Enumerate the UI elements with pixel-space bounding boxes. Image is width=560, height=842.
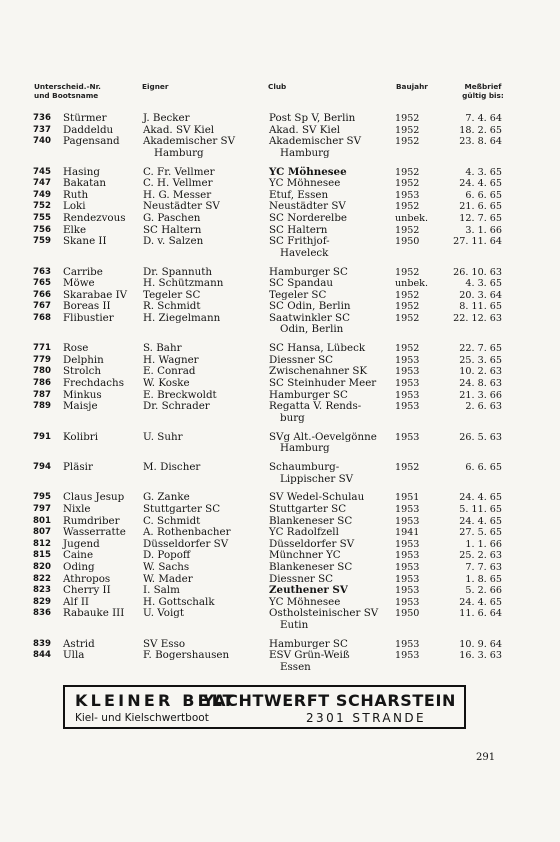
table-row [0, 378, 560, 390]
cell-boat-name: Stürmer [63, 112, 107, 124]
cell-number: 839 [33, 638, 51, 649]
cell-boat-name: Ruth [63, 188, 89, 201]
cell-number: 822 [33, 573, 51, 584]
table-row [0, 178, 560, 190]
boat-register-list [0, 113, 560, 673]
cell-club: SV Wedel-Schulau [269, 491, 365, 504]
cell-boat-name: Alf II [63, 595, 89, 608]
cell-club: SC Frithjof- [269, 235, 330, 248]
page-number: 291 [476, 752, 496, 763]
cell-number: 759 [33, 236, 51, 247]
cell-certificate-valid: 27. 11. 64 [453, 236, 502, 248]
cell-boat-name: Delphin [63, 353, 104, 366]
cell-owner: H. Ziegelmann [143, 311, 221, 324]
cell-certificate-valid: 2. 6. 63 [465, 401, 502, 413]
cell-number: 789 [33, 401, 51, 412]
cell-club: Blankeneser SC [269, 514, 353, 527]
cell-owner: J. Becker [143, 112, 190, 124]
cell-club-line2: Essen [280, 660, 311, 673]
cell-club: Münchner YC [269, 549, 341, 562]
cell-owner: A. Rothenbacher [143, 526, 231, 539]
cell-owner: G. Zanke [143, 491, 190, 504]
cell-year-built: 1953 [395, 503, 420, 515]
cell-owner: H. Wagner [143, 353, 199, 366]
cell-boat-name: Kolibri [63, 430, 99, 443]
cell-club-line2: Odin, Berlin [280, 323, 344, 336]
table-row [0, 608, 560, 631]
cell-club: Neustädter SV [269, 200, 346, 213]
table-row [0, 527, 560, 539]
cell-club: Akademischer SV [269, 135, 362, 148]
cell-club-line2: Lippischer SV [280, 472, 354, 485]
cell-owner: S. Bahr [143, 342, 182, 355]
header-baujahr: Baujahr [396, 82, 428, 91]
cell-club: Schaumburg- [269, 460, 340, 473]
cell-boat-name: Skane II [63, 235, 107, 248]
cell-certificate-valid: 18. 2. 65 [459, 124, 502, 136]
cell-certificate-valid: 22. 12. 63 [453, 312, 502, 324]
cell-club: Blankeneser SC [269, 560, 353, 573]
cell-certificate-valid: 10. 9. 64 [459, 638, 502, 650]
cell-boat-name: Hasing [63, 165, 100, 178]
cell-certificate-valid: 6. 6. 65 [465, 461, 502, 473]
cell-number: 736 [33, 113, 51, 123]
cell-year-built: 1953 [395, 431, 420, 443]
cell-number: 752 [33, 201, 51, 212]
cell-certificate-valid: 23. 8. 64 [459, 136, 502, 148]
table-row [0, 462, 560, 485]
cell-club: Zeuthener SV [269, 584, 348, 597]
header-messbrief-line2: gültig bis: [462, 91, 504, 100]
cell-boat-name: Cherry II [63, 584, 111, 597]
cell-club: SC Haltern [269, 223, 328, 236]
header-club: Club [268, 82, 287, 91]
table-row [0, 562, 560, 574]
table-row [0, 136, 560, 159]
cell-owner: Dr. Schrader [143, 400, 210, 413]
cell-certificate-valid: 5. 2. 66 [465, 585, 502, 597]
cell-club: Post Sp V, Berlin [269, 112, 356, 124]
cell-number: 755 [33, 212, 51, 223]
cell-number: 780 [33, 366, 51, 377]
cell-owner: H. G. Messer [143, 188, 212, 201]
cell-boat-name: Oding [63, 560, 95, 573]
cell-certificate-valid: 8. 11. 65 [459, 301, 502, 313]
cell-club: Hamburger SC [269, 637, 348, 650]
cell-certificate-valid: 24. 8. 63 [459, 378, 502, 390]
cell-year-built: 1952 [395, 312, 420, 324]
cell-number: 815 [33, 550, 51, 561]
cell-number: 791 [33, 431, 51, 442]
cell-number: 779 [33, 354, 51, 365]
cell-boat-name: Elke [63, 223, 87, 236]
cell-year-built: 1953 [395, 650, 420, 662]
cell-owner: R. Schmidt [143, 300, 201, 313]
cell-boat-name: Ulla [63, 649, 85, 662]
cell-year-built: 1952 [395, 224, 420, 236]
cell-year-built: 1953 [395, 515, 420, 527]
cell-boat-name: Caine [63, 549, 94, 562]
header-messbrief [454, 82, 512, 100]
cell-certificate-valid: 11. 6. 64 [459, 608, 502, 620]
table-row [0, 650, 560, 673]
cell-number: 797 [33, 503, 51, 514]
cell-owner: Akad. SV Kiel [143, 123, 215, 136]
cell-certificate-valid: 25. 2. 63 [459, 550, 502, 562]
cell-year-built: 1953 [395, 573, 420, 585]
cell-certificate-valid: 21. 3. 66 [459, 389, 502, 401]
cell-boat-name: Wasserratte [63, 526, 126, 539]
cell-boat-name: Flibustier [63, 311, 114, 324]
table-row [0, 213, 560, 225]
cell-club-line2: Eutin [280, 618, 309, 631]
cell-boat-name: Rose [63, 342, 89, 355]
cell-year-built: 1952 [395, 113, 420, 124]
cell-owner: U. Voigt [143, 607, 184, 620]
cell-boat-name: Maisje [63, 400, 98, 413]
advertisement-box [63, 685, 466, 729]
cell-number: 765 [33, 278, 51, 289]
cell-certificate-valid: 7. 7. 63 [465, 561, 502, 573]
cell-owner: D. v. Salzen [143, 235, 204, 248]
cell-owner: E. Breckwoldt [143, 388, 217, 401]
cell-year-built: 1952 [395, 461, 420, 473]
table-row [0, 236, 560, 259]
cell-certificate-valid: 20. 3. 64 [459, 289, 502, 301]
cell-club: SC Spandau [269, 277, 333, 290]
cell-certificate-valid: 1. 1. 66 [465, 538, 502, 550]
cell-year-built: 1950 [395, 608, 420, 620]
cell-year-built: 1952 [395, 124, 420, 136]
cell-boat-name: Frechdachs [63, 377, 124, 390]
cell-owner: W. Koske [143, 377, 190, 390]
cell-certificate-valid: 6. 6. 65 [465, 189, 502, 201]
cell-boat-name: Strolch [63, 365, 102, 378]
cell-certificate-valid: 3. 1. 66 [465, 224, 502, 236]
cell-year-built: 1953 [395, 585, 420, 597]
ad-company-name: YACHTWERFT SCHARSTEIN [202, 691, 456, 710]
cell-owner: F. Bogershausen [143, 649, 230, 662]
header-eigner: Eigner [142, 82, 169, 91]
cell-owner: I. Salm [143, 584, 180, 597]
cell-club: YC Möhnesee [269, 165, 347, 178]
cell-year-built: 1952 [395, 201, 420, 213]
cell-number: 807 [33, 527, 51, 538]
cell-number: 812 [33, 538, 51, 549]
cell-year-built: 1953 [395, 354, 420, 366]
cell-owner: Akademischer SV [143, 135, 236, 148]
cell-certificate-valid: 16. 3. 63 [459, 650, 502, 662]
ad-address: 2301 STRANDE [306, 711, 426, 725]
cell-certificate-valid: 26. 5. 63 [459, 431, 502, 443]
header-messbrief-line1: Meßbrief [464, 82, 502, 91]
cell-owner: Neustädter SV [143, 200, 220, 213]
cell-year-built: 1953 [395, 389, 420, 401]
cell-certificate-valid: 22. 7. 65 [459, 343, 502, 355]
cell-certificate-valid: 10. 2. 63 [459, 366, 502, 378]
cell-club: Saatwinkler SC [269, 311, 350, 324]
header-nr-line1: Unterscheid.-Nr. [34, 82, 101, 91]
cell-club-line2: burg [280, 411, 305, 424]
cell-club: SC Norderelbe [269, 211, 348, 224]
cell-boat-name: Claus Jesup [63, 491, 125, 504]
cell-club: YC Möhnesee [269, 177, 341, 190]
cell-year-built: 1952 [395, 301, 420, 313]
cell-club: Tegeler SC [269, 288, 327, 301]
cell-number: 771 [33, 343, 51, 354]
cell-certificate-valid: 7. 4. 64 [465, 113, 502, 124]
cell-owner: M. Discher [143, 460, 201, 473]
cell-year-built: 1953 [395, 638, 420, 650]
cell-year-built: 1952 [395, 178, 420, 190]
table-row [0, 504, 560, 516]
cell-year-built: 1953 [395, 189, 420, 201]
cell-boat-name: Jugend [63, 537, 100, 550]
cell-year-built: 1953 [395, 550, 420, 562]
cell-owner: C. Schmidt [143, 514, 201, 527]
cell-club-line2: Hamburg [280, 146, 330, 159]
cell-number: 766 [33, 289, 51, 300]
cell-club: Hamburger SC [269, 388, 348, 401]
cell-owner: Stuttgarter SC [143, 502, 221, 515]
cell-certificate-valid: 5. 11. 65 [459, 503, 502, 515]
cell-club: SVg Alt.-Oevelgönne [269, 430, 377, 443]
table-row [0, 585, 560, 597]
cell-club: Regatta V. Rends- [269, 400, 362, 413]
cell-boat-name: Rendezvous [63, 211, 126, 224]
cell-club: Hamburger SC [269, 265, 348, 278]
cell-owner: W. Sachs [143, 560, 190, 573]
cell-club: Diessner SC [269, 353, 334, 366]
cell-number: 737 [33, 124, 51, 135]
cell-certificate-valid: 26. 10. 63 [453, 266, 502, 278]
cell-year-built: 1953 [395, 378, 420, 390]
cell-club: Etuf, Essen [269, 188, 329, 201]
cell-club: SC Odin, Berlin [269, 300, 351, 313]
cell-year-built: 1952 [395, 166, 420, 178]
cell-number: 756 [33, 224, 51, 235]
cell-club-line2: Haveleck [280, 246, 329, 259]
cell-boat-name: Pläsir [63, 460, 93, 473]
cell-number: 836 [33, 608, 51, 619]
cell-year-built: 1953 [395, 596, 420, 608]
cell-club: ESV Grün-Weiß [269, 649, 350, 662]
cell-certificate-valid: 27. 5. 65 [459, 527, 502, 539]
table-row [0, 278, 560, 290]
cell-number: 767 [33, 301, 51, 312]
cell-boat-name: Astrid [63, 637, 95, 650]
table-row [0, 401, 560, 424]
cell-number: 823 [33, 585, 51, 596]
cell-club: SC Hansa, Lübeck [269, 342, 366, 355]
cell-certificate-valid: 21. 6. 65 [459, 201, 502, 213]
cell-certificate-valid: 25. 3. 65 [459, 354, 502, 366]
cell-number: 820 [33, 561, 51, 572]
cell-club: Ostholsteinischer SV [269, 607, 379, 620]
cell-number: 795 [33, 492, 51, 503]
cell-number: 829 [33, 596, 51, 607]
cell-owner: W. Mader [143, 572, 193, 585]
ad-boat-description: Kiel- und Kielschwertboot [75, 712, 209, 724]
cell-boat-name: Pagensand [63, 135, 120, 148]
cell-year-built: 1952 [395, 136, 420, 148]
cell-boat-name: Athropos [63, 572, 111, 585]
cell-certificate-valid: 4. 3. 65 [465, 166, 502, 178]
cell-certificate-valid: 24. 4. 65 [459, 178, 502, 190]
cell-owner: H. Gottschalk [143, 595, 215, 608]
cell-boat-name: Rumdriber [63, 514, 120, 527]
table-row [0, 313, 560, 336]
cell-certificate-valid: 24. 4. 65 [459, 596, 502, 608]
cell-year-built: 1953 [395, 538, 420, 550]
cell-certificate-valid: 1. 8. 65 [465, 573, 502, 585]
cell-owner: U. Suhr [143, 430, 183, 443]
cell-club: Düsseldorfer SV [269, 537, 355, 550]
cell-year-built: 1952 [395, 343, 420, 355]
cell-year-built: 1950 [395, 236, 420, 248]
cell-certificate-valid: 24. 4. 65 [459, 492, 502, 504]
cell-club: Stuttgarter SC [269, 502, 347, 515]
cell-club: YC Möhnesee [269, 595, 341, 608]
cell-boat-name: Skarabae IV [63, 288, 128, 301]
cell-year-built: 1952 [395, 266, 420, 278]
cell-number: 844 [33, 650, 51, 661]
cell-boat-name: Rabauke III [63, 607, 125, 620]
cell-owner: Dr. Spannuth [143, 265, 213, 278]
cell-club: YC Radolfzell [269, 526, 339, 539]
cell-certificate-valid: 4. 3. 65 [465, 278, 502, 290]
cell-club: SC Steinhuder Meer [269, 377, 377, 390]
header-nr-boat [34, 82, 134, 100]
cell-owner: SV Esso [143, 637, 186, 650]
cell-boat-name: Carribe [63, 265, 103, 278]
cell-owner: H. Schützmann [143, 277, 224, 290]
cell-year-built: unbek. [395, 278, 429, 290]
cell-certificate-valid: 24. 4. 65 [459, 515, 502, 527]
cell-number: 794 [33, 461, 51, 472]
cell-boat-name: Minkus [63, 388, 102, 401]
cell-club: Diessner SC [269, 572, 334, 585]
cell-number: 763 [33, 266, 51, 277]
cell-boat-name: Nixle [63, 502, 91, 515]
cell-owner: C. H. Vellmer [143, 177, 213, 190]
cell-owner: SC Haltern [143, 223, 202, 236]
cell-year-built: 1941 [395, 527, 420, 539]
cell-boat-name: Bakatan [63, 177, 106, 190]
cell-boat-name: Boreas II [63, 300, 111, 313]
cell-owner: Düsseldorfer SV [143, 537, 229, 550]
cell-year-built: 1953 [395, 561, 420, 573]
cell-number: 745 [33, 166, 51, 177]
cell-year-built: 1952 [395, 289, 420, 301]
cell-number: 747 [33, 178, 51, 189]
table-row [0, 113, 560, 125]
cell-certificate-valid: 12. 7. 65 [459, 212, 502, 224]
cell-year-built: unbek. [395, 212, 429, 224]
cell-number: 749 [33, 189, 51, 200]
cell-year-built: 1953 [395, 366, 420, 378]
cell-number: 786 [33, 378, 51, 389]
cell-club: Zwischenahner SK [269, 365, 368, 378]
cell-owner-line2: Hamburg [154, 146, 204, 159]
cell-club: Akad. SV Kiel [269, 123, 341, 136]
cell-club-line2: Hamburg [280, 442, 330, 455]
cell-number: 740 [33, 136, 51, 147]
table-row [0, 432, 560, 455]
ad-boat-type: KLEINER BELT [75, 691, 237, 710]
header-nr-line2: und Bootsname [34, 91, 99, 100]
cell-number: 801 [33, 515, 51, 526]
cell-owner: Tegeler SC [143, 288, 201, 301]
cell-number: 768 [33, 312, 51, 323]
cell-owner: D. Popoff [143, 549, 191, 562]
cell-owner: G. Paschen [143, 211, 201, 224]
cell-year-built: 1951 [395, 492, 420, 504]
cell-year-built: 1953 [395, 401, 420, 413]
cell-boat-name: Daddeldu [63, 123, 114, 136]
cell-number: 787 [33, 389, 51, 400]
cell-boat-name: Loki [63, 200, 86, 213]
cell-boat-name: Möwe [63, 277, 95, 290]
cell-owner: E. Conrad [143, 365, 196, 378]
cell-owner: C. Fr. Vellmer [143, 165, 215, 178]
